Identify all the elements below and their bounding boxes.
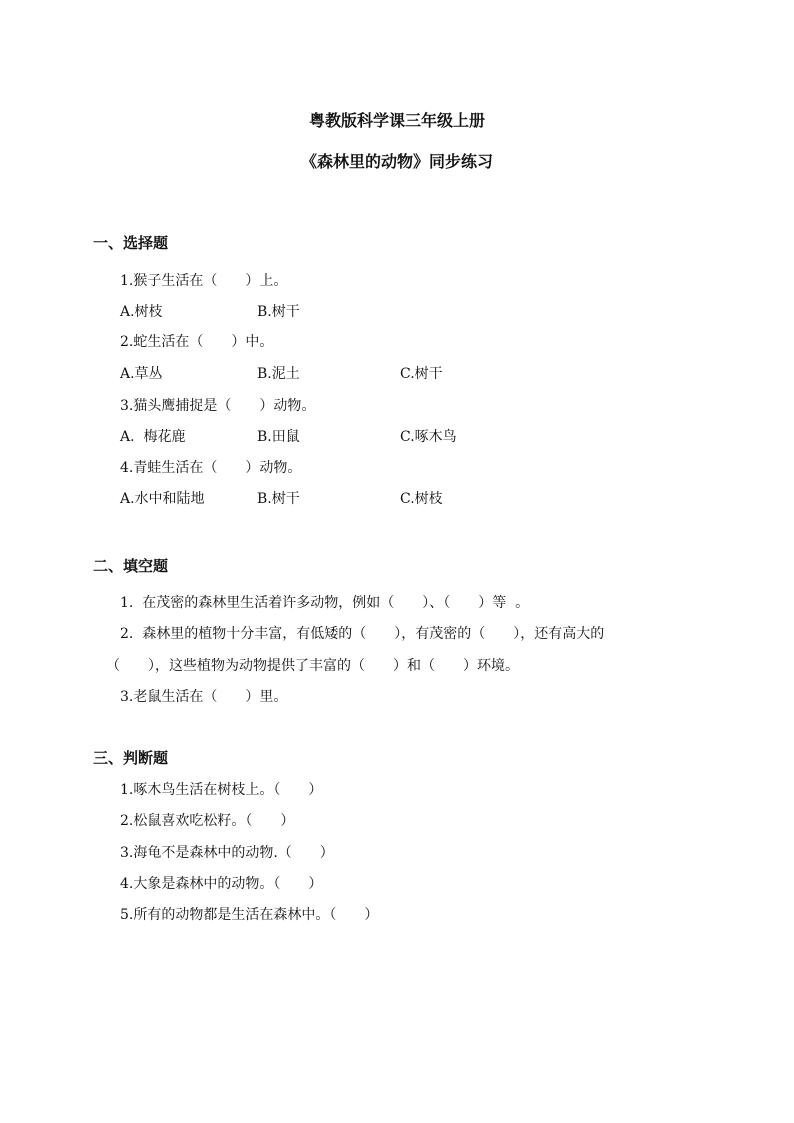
option-c: C.树枝	[400, 491, 443, 507]
document-subtitle: 《森林里的动物》同步练习	[300, 152, 493, 171]
question-text: 4.大象是森林中的动物。（ ）	[120, 876, 323, 892]
option-c: C.啄木鸟	[400, 429, 457, 445]
question-text: 3.猫头鹰捕捉是（ ）动物。	[120, 398, 316, 414]
option-a: A.水中和陆地	[120, 491, 205, 507]
document-title: 粤教版科学课三年级上册	[308, 111, 485, 130]
question-text: 5.所有的动物都是生活在森林中。（ ）	[120, 907, 379, 923]
option-a: A. 梅花鹿	[120, 429, 186, 445]
question-text: 1.啄木鸟生活在树枝上。（ ）	[120, 782, 323, 798]
question-text: 1.猴子生活在（ ）上。	[120, 273, 288, 289]
section-heading-choice: 一、选择题	[93, 234, 169, 252]
option-a: A.草丛	[120, 366, 163, 382]
option-b: B.树干	[257, 491, 300, 507]
section-heading-fill-blank: 二、填空题	[93, 557, 169, 575]
question-text: 2. 森林里的植物十分丰富，有低矮的（ ），有茂密的（ ），还有高大的	[120, 626, 605, 642]
option-b: B.泥土	[257, 366, 300, 382]
question-text: 2.蛇生活在（ ）中。	[120, 334, 274, 350]
question-text: 1. 在茂密的森林里生活着许多动物，例如（ ）、（ ）等 。	[120, 595, 530, 611]
option-c: C.树干	[400, 366, 443, 382]
section-heading-true-false: 三、判断题	[93, 749, 169, 767]
option-b: B.田鼠	[257, 429, 300, 445]
question-text: 3.海龟不是森林中的动物.（ ）	[120, 845, 334, 861]
question-text: 4.青蛙生活在（ ）动物。	[120, 460, 302, 476]
option-a: A.树枝	[120, 304, 163, 320]
option-b: B.树干	[257, 304, 300, 320]
question-text-continued: （ ），这些植物为动物提供了丰富的（ ）和（ ）环境。	[106, 658, 519, 674]
question-text: 2.松鼠喜欢吃松籽。（ ）	[120, 813, 295, 829]
question-text: 3.老鼠生活在（ ）里。	[120, 689, 288, 705]
